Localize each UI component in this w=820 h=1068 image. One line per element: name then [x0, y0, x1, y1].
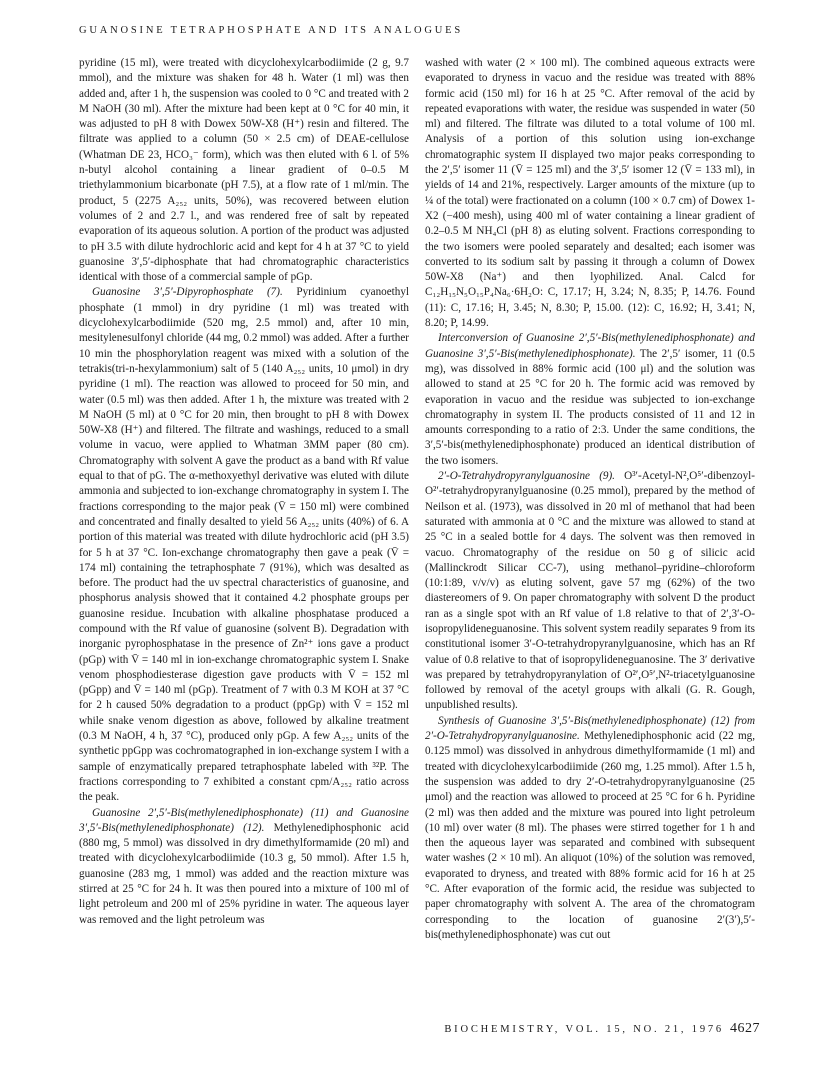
paragraph-body: The 2′,5′ isomer, 11 (0.5 mg), was dissolved in 88% formic acid (100 μl) and the solution was allowed to stand at 25 °C for 20 h. The formic acid was removed by evaporation in vacuo and the residue was subjected to ion-exchange chromatography in system II. The products consisted of 11 and 12 in amounts corresponding to a ratio of 2:3. Under the same conditions, the 3′,5′-bis(methylenediphosphonate) produced an identical distribution of the two isomers. — [425, 347, 755, 467]
running-title: GUANOSINE TETRAPHOSPHATE AND ITS ANALOGUES — [79, 25, 464, 36]
section-paragraph — [425, 331, 755, 469]
section-heading: Synthesis of Guanosine 3′,5′-Bis(methylenediphosphonate) (12) from 2′-O-Tetrahydropyranylguanosine. — [425, 714, 755, 743]
section-heading: Guanosine 3′,5′-Dipyrophosphate (7). — [92, 286, 283, 299]
paragraph-body: Pyridinium cyanoethyl phosphate (1 mmol) in dry pyridine (1 ml) was treated with dicyclohexylcarbodiimide (520 mg, 2.5 mmol) and, after 10 min, mesitylenesulfonyl chloride (44 mg, 0.2 mmol) was added. After a further 10 min the phosphorylation reagent was mixed with a solution of the tetrakis(tri-n-hexylammonium) salt of 5 (140 A₂₅₂ units, 10 μmol) in dry pyridine (1 ml). The reaction was allowed to proceed for 50 min, and water (0.5 ml) was then added. After 1 h, the mixture was treated with 2 M NaOH (5 ml) at 0 °C for 20 min, then brought to pH 8 with Dowex 50W-X8 (H⁺) and filtered. The filtrate and washings, reduced to a small volume in vacuo, were applied to Whatman 3MM paper (80 cm). Chromatography with solvent A gave the product as a band with Rf value equal to that of pG. The α-methoxyethyl derivative was eluted with dilute ammonia and subjected to ion-exchange chromatography in system I. The fractions corresponding to the major peak (V̄ = 150 ml) were combined and concentrated and finally desalted to yield 56 A₂₅₂ units (40%) of 6. A portion of this material was treated with dilute hydrochloric acid (pH 3.5) for 5 h at 37 °C. Ion-exchange chromatography then gave a peak (V̄ = 174 ml) containing the tetraphosphate 7 (91%), which was desalted as before. The product had the uv spectral characteristics of guanosine, and phosphorus analysis showed that it contained 4.2 phosphate groups per guanosine residue. Incubation with alkaline phosphatase produced a compound with the Rf value of guanosine (solvent B). Degradation with inorganic pyrophosphatase in the presence of Zn²⁺ ions gave a product (pGp) with V̄ = 140 ml in ion-exchange chromatographic system I. Snake venom phosphodiesterase digestion gave products with V̄ = 152 ml (pGpp) and V̄ = 140 ml (pGp). Treatment of 7 with 0.3 M KOH at 37 °C for 2 h caused 50% degradation to a product (ppGp) with V̄ = 152 ml while snake venom digestion as above, followed by alkaline treatment (0.3 M NaOH, 4 h, 37 °C), produced only pGp. A few A₂₅₂ units of the synthetic ppGpp was cochromatographed in ion-exchange system I with a sample of enzymatically prepared tetraphosphate labeled with ³²P. The fractions corresponding to 7 exhibited a constant cpm/A₂₅₂ ratio across the peak. — [79, 286, 409, 804]
left-column — [79, 56, 409, 1016]
section-paragraph — [79, 285, 409, 805]
section-paragraph — [425, 714, 755, 943]
section-paragraph — [425, 469, 755, 714]
section-paragraph — [79, 806, 409, 928]
right-column — [425, 56, 755, 1016]
paragraph-body: Methylenediphosphonic acid (22 mg, 0.125 mmol) was dissolved in anhydrous dimethylformamide (1 ml) and treated with dicyclohexylcarbodiimide (260 mg, 1.25 mmol). After 1.5 h, the suspension was added to dry 2′-O-tetrahydropyranylguanosine (25 μmol) and the reaction was allowed to proceed at 25 °C for 6 h. Pyridine (2 ml) was then added and the mixture was poured into light petroleum (10 ml) over water (8 ml). The phases were stirred together for 1 h and then the aqueous layer was separated and combined with subsequent water washes (2 × 10 ml). An aliquot (10%) of the solution was removed, evaporated to dryness, and treated with 88% formic acid for 16 h at 25 °C. After evaporation of the formic acid, the residue was subjected to paper chromatography with solvent A. The area of the chromatogram corresponding to the location of guanosine 2′(3′),5′-bis(methylenediphosphonate) was cut out — [425, 730, 755, 941]
page-footer — [0, 1019, 760, 1037]
paragraph: washed with water (2 × 100 ml). The combined aqueous extracts were evaporated to dryness in vacuo and the residue was treated with 88% formic acid (150 ml) for 16 h at 25 °C. After removal of the acid by repeated evaporations with water, the residue was suspended in water (50 ml) and filtered. The filtrate was diluted to a total volume of 100 ml. Analysis of a portion of this solution using ion-exchange chromatographic system II displayed two major peaks corresponding to the 2′,5′ isomer 11 (V̄ = 125 ml) and the 3′,5′ isomer 12 (V̄ = 133 ml), in yields of 14 and 21%, respectively. Larger amounts of the mixture (up to ¼ of the total) were fractionated on a column (100 × 0.7 cm) of Dowex 1-X2 (−400 mesh), using 400 ml of water containing a linear gradient of 0.2–0.5 M NH₄Cl (pH 8) as eluting solvent. Fractions corresponding to the two isomers were pooled separately and desalted; each isomer was converted to its sodium salt by passing it through a column of Dowex 50W-X8 (Na⁺) and then lyophilized. Anal. Calcd for C₁₂H₁₅N₅O₁₅P₄Na₆·6H₂O: C, 17.17; H, 3.24; N, 8.35; P, 14.76. Found (11): C, 17.16; H, 3.45; N, 8.30; P, 15.00. (12): C, 16.92; H, 3.41; N, 8.20; P, 14.99. — [425, 57, 755, 330]
section-heading: Guanosine 2′,5′-Bis(methylenediphosphonate) (11) and Guanosine 3′,5′-Bis(methylenediphosphonate) (12). — [79, 806, 409, 834]
section-heading: 2′-O-Tetrahydropyranylguanosine (9). — [438, 470, 615, 483]
section-heading: Interconversion of Guanosine 2′,5′-Bis(methylenediphosphonate) and Guanosine 3′,5′-Bis(methylenediphosphonate). — [425, 332, 755, 360]
paragraph-body: O³′-Acetyl-N²,O⁵′-dibenzoyl-O²′-tetrahydropyranylguanosine (0.25 mmol), prepared by the method of Neilson et al. (1973), was dissolved in 20 ml of methanol that had been saturated with ammonia at 0 °C and the mixture was allowed to stand at 25 °C in a sealed bottle for 4 days. The solvent was then removed in vacuo. Chromatography of the residue on 50 g of silicic acid (Mallinckrodt Silicar CC-7), using methanol–pyridine–chloroform (10:1:89, v/v/v) as eluting solvent, gave 57 mg (62%) of the two diastereomers of 9. On paper chromatography with solvent D the product ran as a single spot with an Rf value of 1.8 relative to that of 2′,3′-O-isopropylideneguanosine. This solvent system readily separates 9 from its constitutional isomer 3′-O-tetrahydropyranylguanosine, which has an Rf value of 0.8 relative to that of isopropylideneguanosine. The 3′ derivative was prepared by tetrahydropyranylation of O²′,O⁵′,N²-triacetylguanosine followed by removal of the acetyl groups with alkali (G. R. Gough, unpublished results). — [425, 470, 755, 712]
paragraph: pyridine (15 ml), were treated with dicyclohexylcarbodiimide (2 g, 9.7 mmol), and the mixture was shaken for 48 h. Water (1 ml) was then added and, after 1 h, the suspension was cooled to 0 °C and treated with 2 M NaOH (30 ml). After the mixture had been kept at 0 °C for 40 min, it was adjusted to pH 8 with Dowex 50W-X8 (H⁺) resin and filtered. The filtrate was applied to a column (50 × 2.5 cm) of DEAE-cellulose (Whatman DE 23, HCO₃⁻ form), which was then eluted with 6 l. of 5% n-butyl alcohol containing a linear gradient of 0–0.5 M triethylammonium bicarbonate (pH 7.5), at a flow rate of 1 ml/min. The product, 5 (2275 A₂₅₂ units, 50%), was recovered between elution volumes of 2 and 2.7 l., and was rendered free of salt by repeated evaporation of its aqueous solution. A portion of the product was adjusted to pH 3.5 with dilute hydrochloric acid and kept for 4 h at 37 °C to yield guanosine 3′,5′-diphosphate that had chromatographic characteristics identical with those of a commercial sample of pGp. — [79, 57, 409, 284]
page-number: 4627 — [730, 1021, 760, 1036]
paragraph-body: Methylenediphosphonic acid (880 mg, 5 mmol) was dissolved in dry dimethylformamide (20 ml) and treated with dicyclohexylcarbodiimide (10.3 g, 50 mmol). After 1.5 h, guanosine (283 mg, 1 mmol) was added and the reaction mixture was stirred at 25 °C for 24 h. It was then poured into a mixture of 100 ml of light petroleum and 200 ml of 25% pyridine in water. The aqueous layer was removed and the light petroleum was — [79, 821, 409, 926]
journal-citation: BIOCHEMISTRY, VOL. 15, NO. 21, 1976 — [444, 1024, 724, 1035]
